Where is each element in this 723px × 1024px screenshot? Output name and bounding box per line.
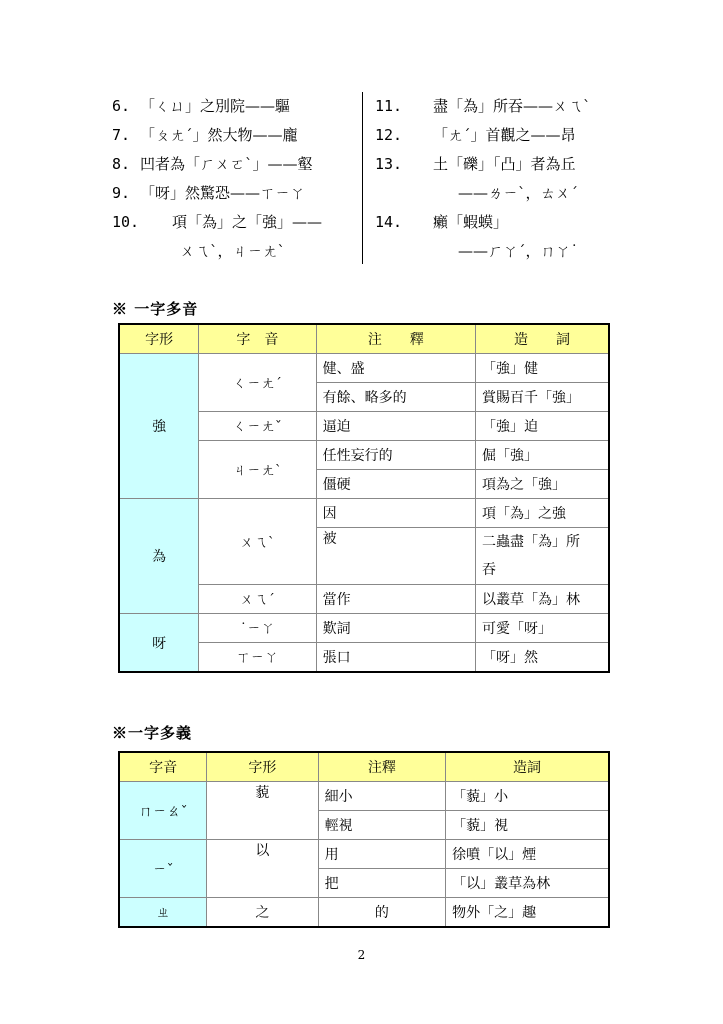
header-cell: 字形 <box>207 752 319 782</box>
word-cell: 可愛「呀」 <box>475 614 609 643</box>
form-cell: 之 <box>207 898 319 928</box>
word-cell: 「藐」小 <box>446 782 609 811</box>
note-cell: 用 <box>318 840 445 869</box>
sound-cell: ㄧˇ <box>119 840 207 898</box>
word-cell: 倔「強」 <box>475 441 609 470</box>
table-row <box>119 614 609 643</box>
list-item: 12. 「ㄤˊ」首觀之——昂 <box>375 126 576 144</box>
header-cell: 造詞 <box>446 752 609 782</box>
word-cell: 物外「之」趣 <box>446 898 609 928</box>
word-cell: 項為之「強」 <box>475 470 609 499</box>
word-cell: 徐噴「以」煙 <box>446 840 609 869</box>
note-cell: 細小 <box>318 782 445 811</box>
note-cell: 僵硬 <box>316 470 475 499</box>
table-row <box>119 782 609 811</box>
table-header-row <box>119 752 609 782</box>
word-cell: 「以」叢草為林 <box>446 869 609 898</box>
list-item-continuation: ——ㄏㄚˊ，ㄇㄚ˙ <box>458 242 579 260</box>
header-cell: 字 音 <box>199 324 317 354</box>
table-row <box>119 354 609 383</box>
list-item: 10. 項「為」之「強」—— <box>112 213 323 231</box>
vocab-list-left <box>112 92 362 266</box>
list-item-continuation: ㄨㄟˋ，ㄐㄧㄤˋ <box>180 242 286 260</box>
list-item: 8. 凹者為「ㄏㄨㄛˋ」——壑 <box>112 155 313 173</box>
word-cell: 二蟲盡「為」所 吞 <box>475 528 609 585</box>
page-number: 2 <box>357 948 366 962</box>
note-cell: 逼迫 <box>316 412 475 441</box>
form-cell: 以 <box>207 840 319 898</box>
note-cell: 的 <box>318 898 445 928</box>
word-cell: 以叢草「為」林 <box>475 585 609 614</box>
list-item-continuation: ——ㄌㄧˋ，ㄊㄨˊ <box>458 184 579 202</box>
char-cell: 強 <box>119 354 199 499</box>
note-cell: 被 <box>316 528 475 585</box>
table-row <box>119 499 609 528</box>
note-cell: 輕視 <box>318 811 445 840</box>
list-item: 11. 盡「為」所吞——ㄨㄟˋ <box>375 97 591 115</box>
header-cell: 字音 <box>119 752 207 782</box>
word-cell: 「強」迫 <box>475 412 609 441</box>
note-cell: 張口 <box>316 643 475 673</box>
word-cell: 項「為」之強 <box>475 499 609 528</box>
table-row <box>119 898 609 928</box>
header-cell: 注釋 <box>318 752 445 782</box>
sound-cell: ˙ㄧㄚ <box>199 614 317 643</box>
sound-cell: ㄑㄧㄤˇ <box>199 412 317 441</box>
list-item: 7. 「ㄆㄤˊ」然大物——龐 <box>112 126 298 144</box>
table-header-row <box>119 324 609 354</box>
section-title-multi-meaning: ※一字多義 <box>112 724 193 742</box>
column-divider <box>362 92 363 264</box>
note-cell: 當作 <box>316 585 475 614</box>
sound-cell: ㄐㄧㄤˋ <box>199 441 317 499</box>
header-cell: 字形 <box>119 324 199 354</box>
note-cell: 健、盛 <box>316 354 475 383</box>
note-cell: 任性妄行的 <box>316 441 475 470</box>
sound-cell: ㄨㄟˊ <box>199 585 317 614</box>
multi-meaning-table <box>118 751 610 928</box>
header-cell: 造 詞 <box>475 324 609 354</box>
word-cell: 「強」健 <box>475 354 609 383</box>
sound-cell: ㄒㄧㄚ <box>199 643 317 673</box>
note-cell: 有餘、略多的 <box>316 383 475 412</box>
table-row <box>119 840 609 869</box>
list-item: 9. 「呀」然驚恐——ㄒㄧㄚ <box>112 184 306 202</box>
section-title-multi-sound: ※ 一字多音 <box>112 300 199 318</box>
word-cell: 賞賜百千「強」 <box>475 383 609 412</box>
list-item: 14. 癩「蝦蟆」 <box>375 213 509 231</box>
sound-cell: ㄨㄟˋ <box>199 499 317 585</box>
word-cell: 「呀」然 <box>475 643 609 673</box>
sound-cell: ㄓ <box>119 898 207 928</box>
list-item: 6. 「ㄑㄩ」之別院——驅 <box>112 97 291 115</box>
note-cell: 歎詞 <box>316 614 475 643</box>
header-cell: 注 釋 <box>316 324 475 354</box>
vocab-list-right <box>375 92 685 266</box>
multi-sound-table <box>118 323 610 673</box>
note-cell: 因 <box>316 499 475 528</box>
char-cell: 呀 <box>119 614 199 673</box>
sound-cell: ㄇㄧㄠˇ <box>119 782 207 840</box>
word-cell: 「藐」視 <box>446 811 609 840</box>
list-item: 13. 土「礫」「凸」者為丘 <box>375 155 576 173</box>
form-cell: 藐 <box>207 782 319 840</box>
sound-cell: ㄑㄧㄤˊ <box>199 354 317 412</box>
char-cell: 為 <box>119 499 199 614</box>
note-cell: 把 <box>318 869 445 898</box>
